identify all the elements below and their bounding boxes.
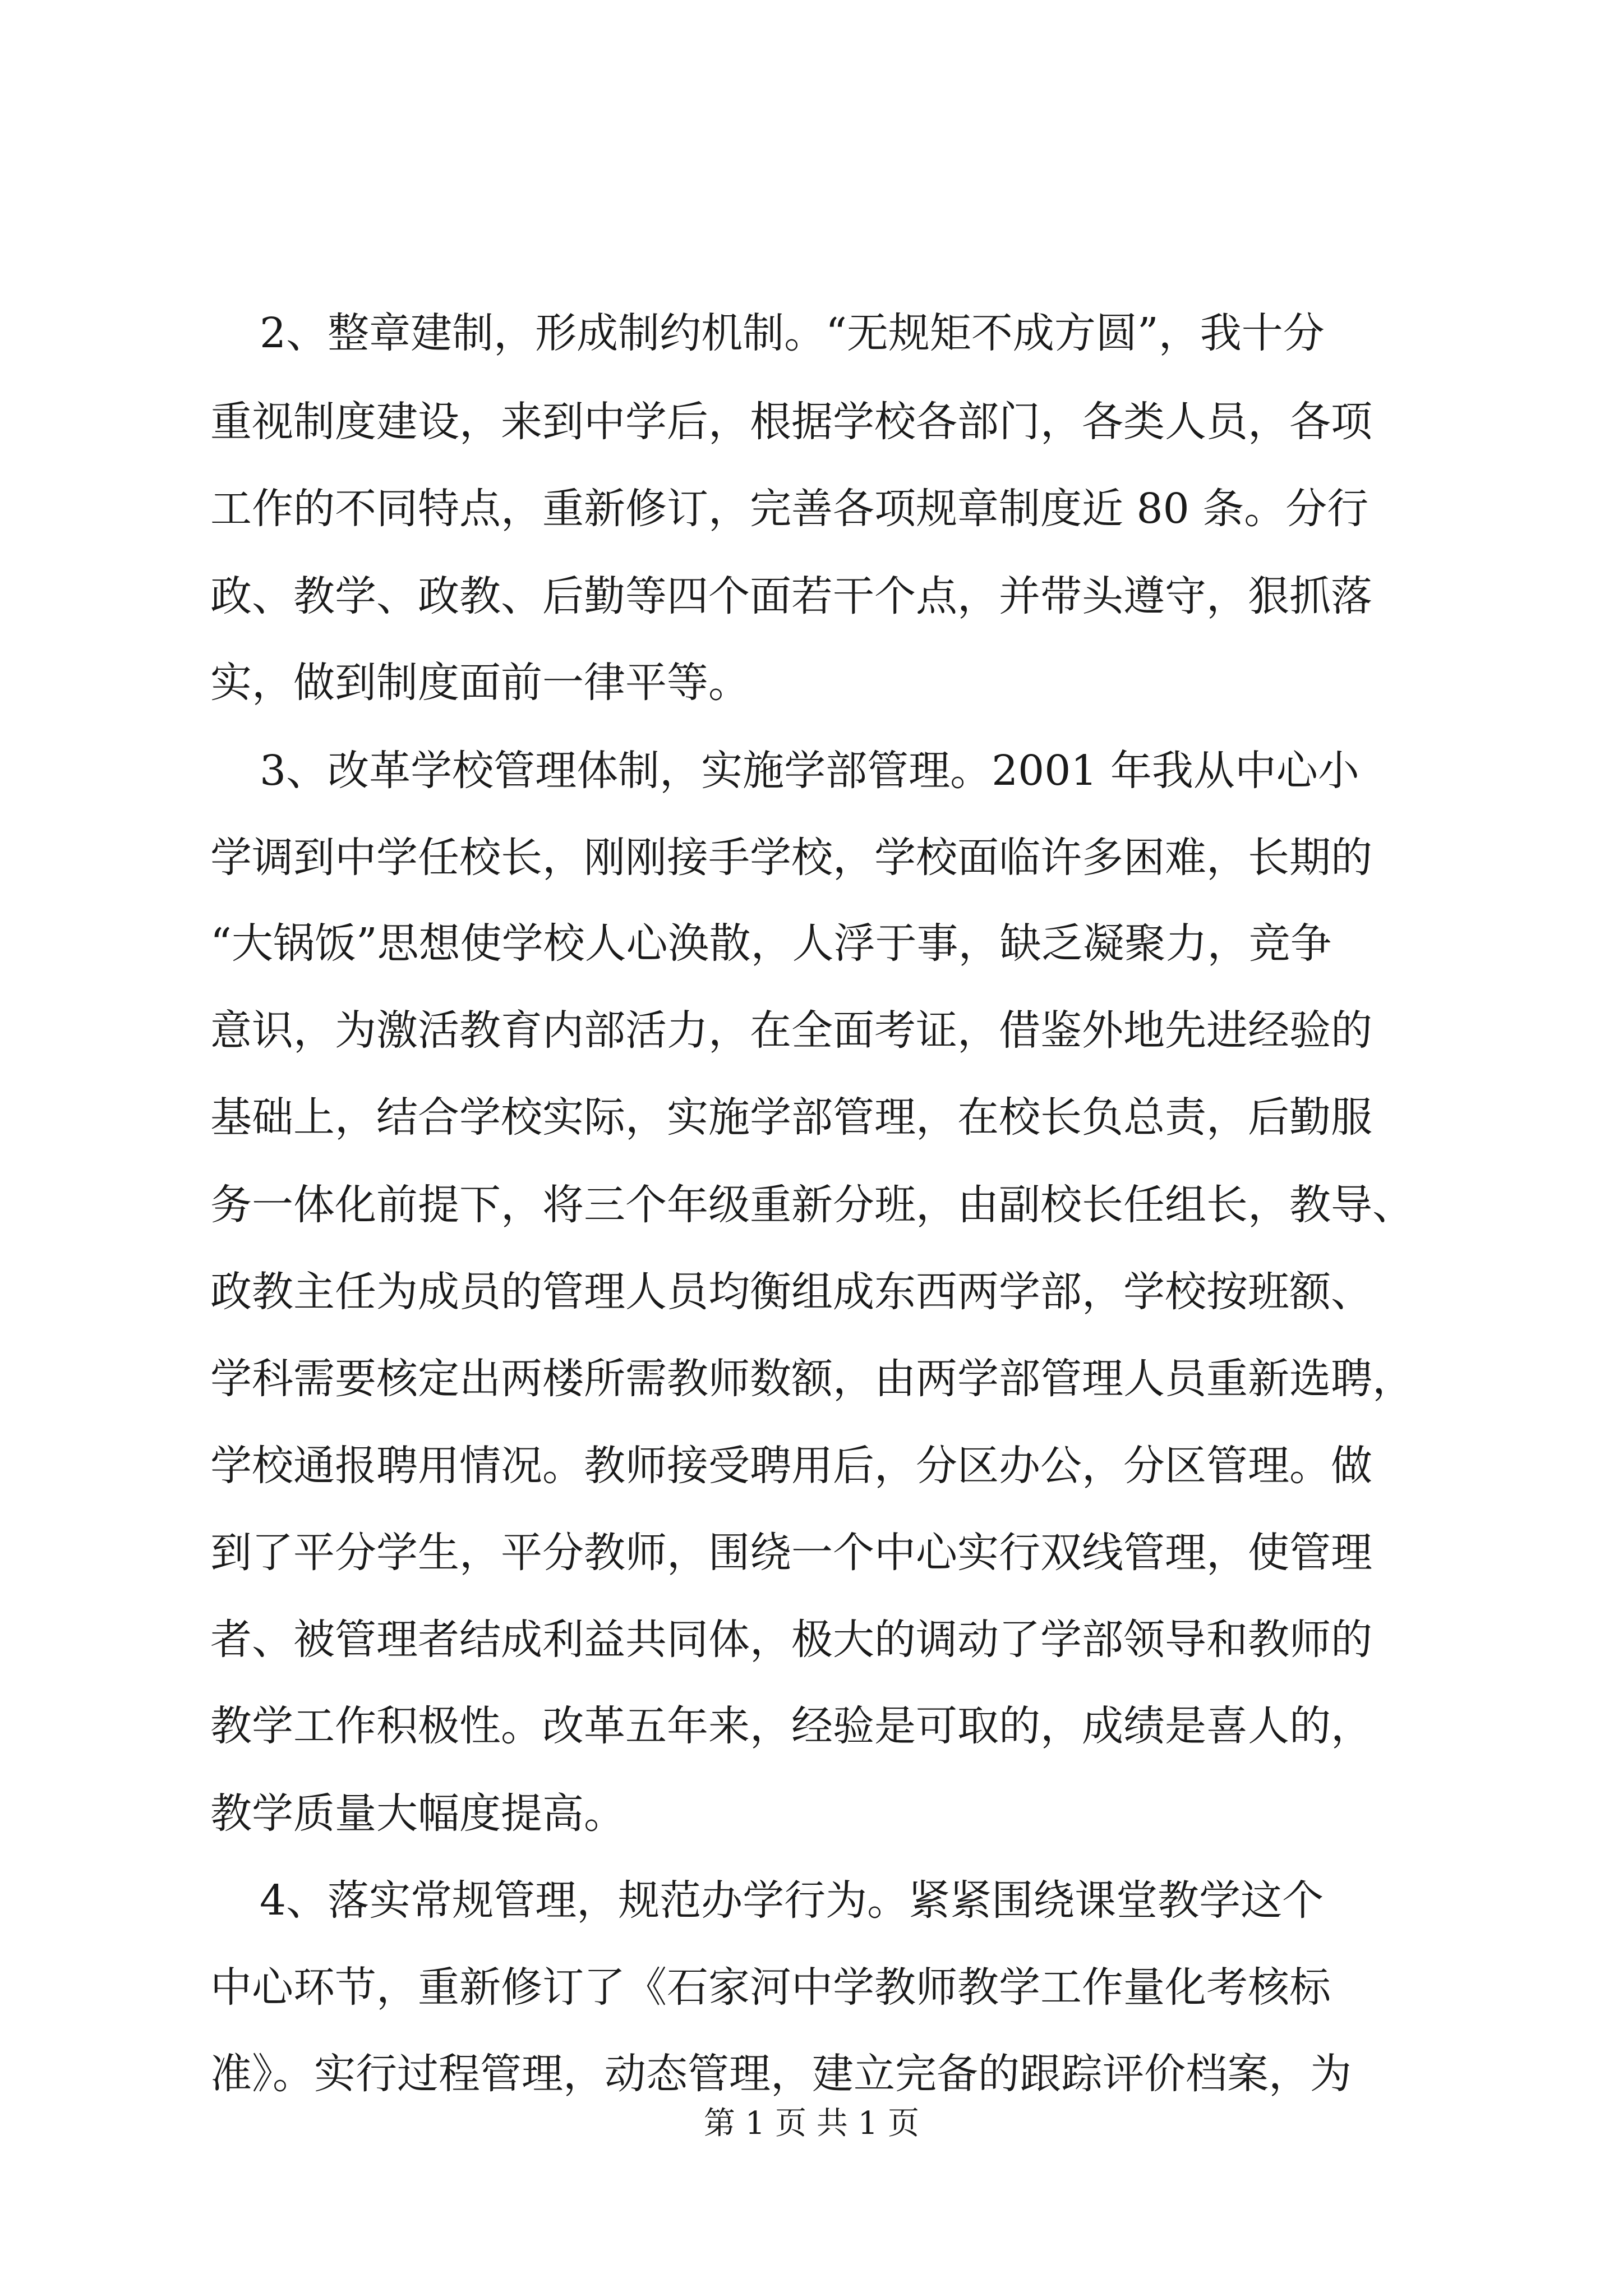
paragraph-4-line-2: 中心环节，重新修订了《石家河中学教师教学工作量化考核标 xyxy=(210,1963,1331,2012)
paragraph-2-line-5: 实，做到制度面前一律平等。 xyxy=(210,659,750,707)
paragraph-3-line-2: 学调到中学任校长，刚刚接手学校，学校面临许多困难，长期的 xyxy=(210,834,1372,882)
paragraph-3-line-7: 政教主任为成员的管理人员均衡组成东西两学部，学校按班额、 xyxy=(210,1268,1372,1316)
paragraph-3-line-13: 教学质量大幅度提高。 xyxy=(210,1789,625,1838)
paragraph-3-line-1: 3、改革学校管理体制，实施学部管理。2001 年我从中心小 xyxy=(260,747,1359,795)
paragraph-3-line-6: 务一体化前提下，将三个年级重新分班，由副校长任组长，教导、 xyxy=(210,1181,1414,1229)
paragraph-3-line-12: 教学工作积极性。改革五年来，经验是可取的，成绩是喜人的， xyxy=(210,1702,1372,1750)
paragraph-2-line-4: 政、教学、政教、后勤等四个面若干个点，并带头遵守，狠抓落 xyxy=(210,572,1372,620)
paragraph-3-line-8: 学科需要核定出两楼所需教师数额，由两学部管理人员重新选聘， xyxy=(210,1355,1414,1403)
paragraph-2-line-2: 重视制度建设，来到中学后，根据学校各部门，各类人员，各项 xyxy=(210,398,1372,446)
paragraph-4-line-1: 4、落实常规管理，规范办学行为。紧紧围绕课堂教学这个 xyxy=(260,1876,1324,1925)
page-footer: 第 1 页 共 1 页 xyxy=(703,2105,920,2142)
paragraph-3-line-3: “大锅饭”思想使学校人心涣散，人浮于事，缺乏凝聚力，竞争 xyxy=(210,919,1332,968)
paragraph-3-line-5: 基础上，结合学校实际，实施学部管理，在校长负总责，后勤服 xyxy=(210,1093,1372,1142)
paragraph-2-line-3: 工作的不同特点，重新修订，完善各项规章制度近 80 条。分行 xyxy=(210,485,1369,533)
paragraph-3-line-4: 意识，为激活教育内部活力，在全面考证，借鉴外地先进经验的 xyxy=(210,1006,1372,1055)
paragraph-4-line-3: 准》。实行过程管理，动态管理，建立完备的跟踪评价档案，为 xyxy=(210,2050,1352,2098)
paragraph-3-line-11: 者、被管理者结成利益共同体，极大的调动了学部领导和教师的 xyxy=(210,1616,1372,1664)
paragraph-2-line-1: 2、整章建制，形成制约机制。“无规矩不成方圆”，我十分 xyxy=(260,309,1325,357)
paragraph-3-line-9: 学校通报聘用情况。教师接受聘用后，分区办公，分区管理。做 xyxy=(210,1442,1372,1490)
paragraph-3-line-10: 到了平分学生，平分教师，围绕一个中心实行双线管理，使管理 xyxy=(210,1529,1372,1577)
